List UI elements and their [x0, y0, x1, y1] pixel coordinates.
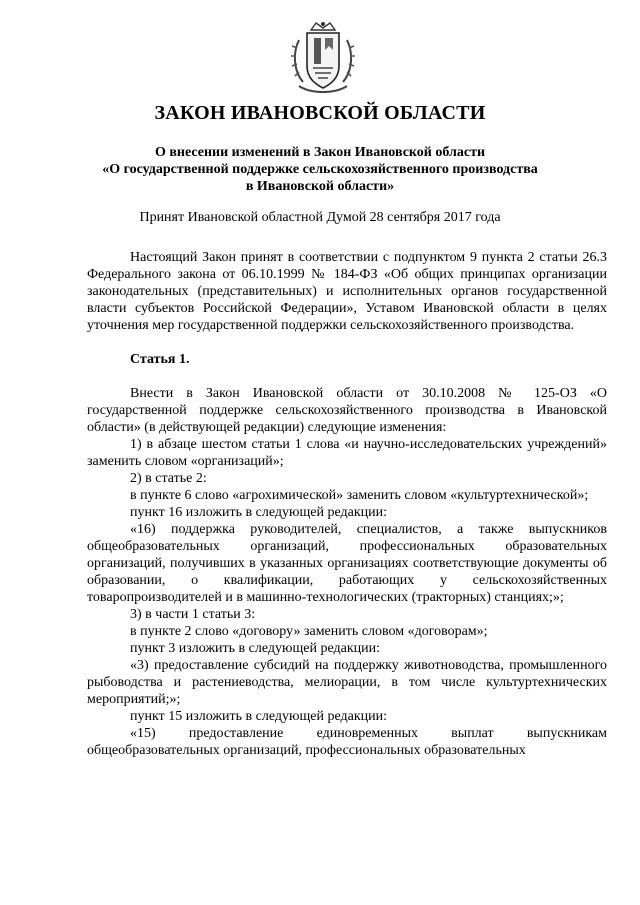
coat-of-arms-icon [289, 20, 357, 96]
intro-paragraph: Настоящий Закон принят в соответствии с подпунктом 9 пункта 2 статьи 26.3 Федерального закона от 06.10.1999 № 184-ФЗ «Об общих принципах организации законодательных (представительных) и исполнительных органов государственной власти субъектов Российской Федерации», Уставом Ивановской области в целях уточнения мер государственной поддержки сельскохозяйственного производства. [87, 250, 607, 333]
subtitle-line: «О государственной поддержке сельскохозяйственного производства [102, 162, 538, 177]
body-paragraph: пункт 3 изложить в следующей редакции: [130, 641, 380, 656]
body-paragraph: «15) предоставление единовременных выплат выпускникам общеобразовательных организаций, профессиональных образовательных [87, 726, 607, 758]
body-paragraph: «3) предоставление субсидий на поддержку животноводства, промышленного рыбоводства и растениеводства, мелиорации, в том числе культуртехнических мероприятий;»; [87, 658, 607, 707]
body-paragraph: Внести в Закон Ивановской области от 30.10.2008 № 125-ОЗ «О государственной поддержке сельскохозяйственного производства в Ивановской области» (в действующей редакции) следующие изменения: [87, 386, 607, 435]
body-paragraph: в пункте 6 слово «агрохимической» заменить словом «культуртехнической»; [130, 488, 589, 503]
body-paragraph: пункт 15 изложить в следующей редакции: [130, 709, 387, 724]
law-subtitle [80, 144, 560, 195]
subtitle-line: в Ивановской области» [245, 179, 395, 194]
body-paragraph: пункт 16 изложить в следующей редакции: [130, 505, 387, 520]
body-paragraph: 2) в статье 2: [130, 471, 207, 486]
subtitle-line: О внесении изменений в Закон Ивановской области [154, 145, 486, 160]
law-body [87, 249, 607, 759]
article-heading: Статья 1. [130, 352, 190, 367]
body-paragraph: «16) поддержка руководителей, специалистов, а также выпускников общеобразовательных организаций, профессиональных образовательных организаций, получивших в указанных организациях соответствующие документы об образовании, о квалификации, работающих у сельскохозяйственных товаропроизводителей и в машинно-технологических (тракторных) станциях;»; [87, 522, 607, 605]
law-title: ЗАКОН ИВАНОВСКОЙ ОБЛАСТИ [154, 102, 486, 124]
body-paragraph: в пункте 2 слово «договору» заменить словом «договорам»; [130, 624, 488, 639]
body-paragraph: 3) в части 1 статьи 3: [130, 607, 256, 622]
adoption-note: Принят Ивановской областной Думой 28 сентября 2017 года [139, 210, 501, 225]
body-paragraph: 1) в абзаце шестом статьи 1 слова «и научно-исследовательских учреждений» заменить словом «организаций»; [87, 437, 607, 469]
